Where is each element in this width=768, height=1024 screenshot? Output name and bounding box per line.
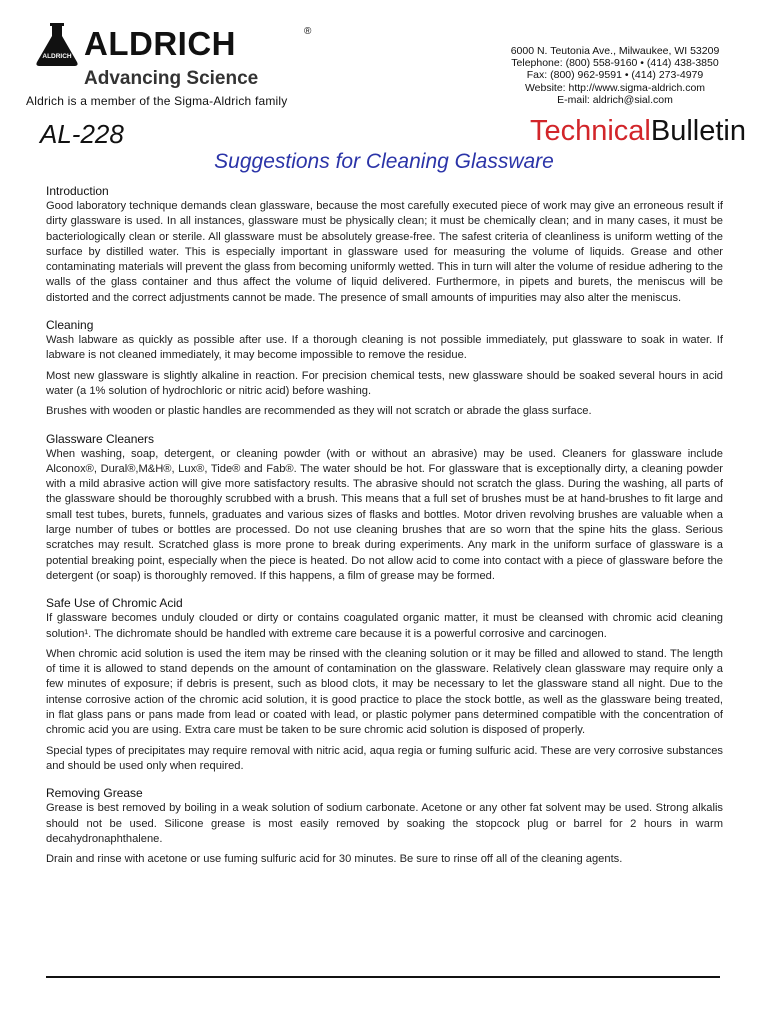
member-line: Aldrich is a member of the Sigma-Aldrich family bbox=[26, 94, 288, 108]
footer-rule bbox=[46, 976, 720, 978]
document-body bbox=[46, 184, 723, 867]
section-heading: Removing Grease bbox=[46, 786, 143, 801]
section-paragraph: Drain and rinse with acetone or use fuming sulfuric acid for 30 minutes. Be sure to rinse off all of the cleaning agents. bbox=[46, 853, 623, 866]
section-paragraph: Good laboratory technique demands clean glassware, because the most carefully executed piece of work may give an erroneous result if dirty glassware is used. In all instances, glassware must be physically clean; it must be chemically clean; and in many cases, it must be bacteriologically clean or sterile. All glassware must be absolutely grease-free. The safest criteria of cleanliness is uniform wetting of the surface by distilled water. This is especially important in glassware used for measuring the volume of liquids. Grease and other contaminating materials will prevent the glass from becoming uniformly wetted. This in turn will alter the volume of residue adhering to the walls of the glass container and thus affect the volume of liquid delivered. Furthermore, in pipets and burets, the meniscus will be distorted and the correct adjustments cannot be made. The presence of small amounts of impurities may also alter the meniscus. bbox=[46, 200, 723, 304]
telephone-line: Telephone: (800) 558-9160 • (414) 438-3850 bbox=[511, 57, 719, 70]
section-heading: Introduction bbox=[46, 184, 109, 198]
section-heading: Safe Use of Chromic Acid bbox=[46, 596, 183, 611]
document-title: Suggestions for Cleaning Glassware bbox=[214, 150, 554, 173]
section-paragraph: When chromic acid solution is used the item may be rinsed with the cleaning solution or it may be filled and allowed to stand. The length of time it is allowed to stand depends on the amount of contamination on the glassware. Relatively clean glassware may require only a few minutes of exposure; if debris is present, such as blood clots, it may be necessary to let the glassware stand all night. Due to the intense corrosive action of the chromic acid solution, it is good practice to place the stock bottle, as well as the glassware being treated, in flat glass pans or pans made from lead or coated with lead, or plastic polymer pans determined compatible with the concentration of chromic acid you are using. Extra care must be taken to be sure chromic acid solution is disposed of properly. bbox=[46, 647, 723, 737]
bulletin-code: AL-228 bbox=[40, 119, 124, 149]
tagline: Advancing Science bbox=[84, 68, 259, 89]
email-line[interactable]: E-mail: aldrich@sial.com bbox=[557, 93, 673, 106]
section-paragraph: When washing, soap, detergent, or cleaning powder (with or without an abrasive) may be used. Cleaners for glassware include Alconox®, Dural®,M&H®, Lux®, Tide® and Fab®. The water should be hot. For glassware that is exceptionally dirty, a cleaning powder with a mild abrasive action will give more satisfactory results. The abrasive should not scratch the glass. During the washing, all parts of the glassware should be thoroughly scrubbed with a brush. This means that a full set of brushes must be at hand-brushes to fit large and small test tubes, burets, funnels, graduates and various sizes of flasks and bottles. Motor driven revolving brushes are valuable when a large number of tubes or bottles are processed. Do not use cleaning brushes that are so worn that the spine hits the glass. Serious scratches may result. Scratched glass is more prone to break during experiments. Any mark in the uniform surface of glassware is a potential breaking point, especially when the piece is heated. Do not allow acid to come into contact with a piece of glassware before the detergent (or soap) is thoroughly removed. If this happens, a film of grease may be formed. bbox=[46, 447, 723, 582]
section-paragraph: Brushes with wooden or plastic handles are recommended as they will not scratch or abrade the glass surface. bbox=[46, 405, 592, 418]
section-heading: Glassware Cleaners bbox=[46, 431, 155, 446]
technical-word: Technical bbox=[529, 115, 651, 147]
bulletin-word: Bulletin bbox=[650, 115, 746, 147]
aldrich-flask-logo-icon bbox=[34, 22, 80, 68]
logo-wordmark: ALDRICH bbox=[84, 25, 236, 62]
section-paragraph: Wash labware as quickly as possible after use. If a thorough cleaning is not possible immediately, put glassware to soak in water. If labware is not cleaned immediately, it may become impossible to remove the residue. bbox=[46, 334, 723, 362]
contact-block bbox=[500, 45, 730, 106]
section-paragraph: If glassware becomes unduly clouded or dirty or contains coagulated organic matter, it must be cleansed with chromic acid cleaning solution¹. The dichromate should be handled with extreme care because it is a powerful corrosive and carcinogen. bbox=[46, 612, 723, 640]
registered-mark: ® bbox=[304, 26, 312, 37]
address-line: 6000 N. Teutonia Ave., Milwaukee, WI 53209 bbox=[510, 45, 720, 57]
technical-bulletin-heading bbox=[530, 115, 746, 148]
section-paragraph: Most new glassware is slightly alkaline in reaction. For precision chemical tests, new glassware should be soaked several hours in acid water (a 1% solution of hydrochloric or nitric acid) before washing. bbox=[46, 369, 723, 397]
section-paragraph: Special types of precipitates may require removal with nitric acid, aqua regia or fuming sulfuric acid. These are very corrosive substances and should be used only when required. bbox=[46, 744, 723, 772]
fax-line: Fax: (800) 962-9591 • (414) 273-4979 bbox=[526, 69, 704, 82]
website-line[interactable]: Website: http://www.sigma-aldrich.com bbox=[524, 81, 706, 94]
section-heading: Cleaning bbox=[46, 318, 94, 333]
logo-badge-text: ALDRICH bbox=[42, 53, 72, 60]
company-logo bbox=[34, 22, 324, 90]
section-paragraph: Grease is best removed by boiling in a weak solution of sodium carbonate. Acetone or any other fat solvent may be used. Strong alkalis should not be used. Silicone grease is most easily removed by soaking the stopcock plug or barrel for 2 hours in warm decahydronaphthalene. bbox=[46, 802, 723, 845]
